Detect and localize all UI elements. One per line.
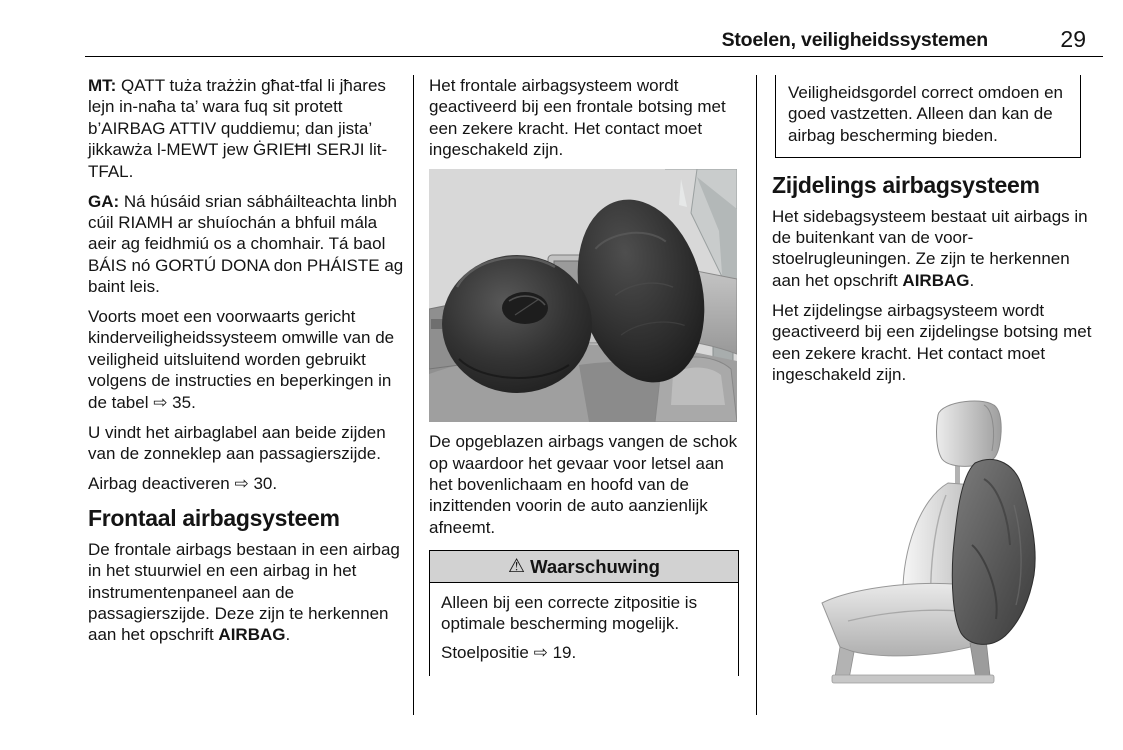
frontal-airbags-illustration — [429, 169, 737, 422]
page-title: Stoelen, veiligheidssystemen — [721, 29, 988, 51]
paragraph-airbaglabel: U vindt het airbaglabel aan beide zijden van de zonneklep aan passagierszijde. — [88, 422, 386, 463]
paragraph-opgeblazen: De opgeblazen airbags vangen de schok op waardoor het gevaar voor letsel aan het bovenlichaam en hoofd van de inzittenden voorin de auto aanzienlijk afneemt. — [429, 432, 738, 537]
warning-box-body — [429, 583, 739, 676]
mt-label: MT: — [88, 76, 117, 95]
paragraph-frontaal: De frontale airbags bestaan in een airbag in het stuurwiel en een airbag in het instrumentenpaneel aan de passagierszijde. Deze zijn te herkennen aan het opschrift AIRBAG. — [88, 539, 400, 645]
header-rule — [85, 56, 1103, 57]
column-3 — [772, 75, 1092, 690]
heading-frontaal-airbagsysteem: Frontaal airbagsysteem — [88, 505, 340, 532]
warning-continuation-text: Veiligheidsgordel correct omdoen en goed vastzetten. Alleen dan kan de airbag bescherming bieden. — [788, 83, 1064, 145]
warning-triangle-icon: ⚠ — [508, 556, 526, 578]
warning-continuation-box — [775, 75, 1081, 158]
paragraph-activering: Het frontale airbagsysteem wordt geactiveerd bij een frontale botsing met een zekere kracht. Het contact moet ingeschakeld zijn. — [429, 76, 726, 160]
warning-box-header — [429, 550, 739, 582]
frontal-airbags-figure — [429, 169, 739, 422]
column-2 — [429, 75, 739, 676]
warning-line-2: Stoelpositie ⇨ 19. — [441, 643, 577, 663]
warning-title: Waarschuwing — [530, 556, 660, 578]
warning-box — [429, 550, 739, 675]
paragraph-sidebag: Het sidebagsysteem bestaat uit airbags in de buitenkant van de voorstoelrugleuningen. Ze zijn te herkennen aan het opschrift AIRBAG. — [772, 206, 1088, 290]
paragraph-mt: MT: QATT tuża trażżin għat-tfal li jħares lejn in-naħa ta’ wara fuq sit protett b’AIRBAG ATTIV quddiemu; dan jista’ jikkawża l-MEWT jew ĠRIEĦI SERJI lit-TFAL. — [88, 76, 388, 181]
paragraph-voorts: Voorts moet een voorwaarts gericht kinderveiligheidssysteem omwille van de veiligheid uitsluitend worden gebruikt volgens de instructies en beperkingen in de tabel ⇨ 35. — [88, 307, 395, 412]
paragraph-deactiveren: Airbag deactiveren ⇨ 30. — [88, 473, 278, 493]
paragraph-zijdelings: Het zijdelingse airbagsysteem wordt geactiveerd bij een zijdelingse botsing met een zekere kracht. Het contact moet ingeschakeld zijn. — [772, 300, 1092, 384]
column-divider-right — [756, 75, 757, 715]
ga-label: GA: — [88, 191, 120, 211]
column-divider-left — [413, 75, 414, 715]
page-number: 29 — [1060, 26, 1086, 52]
column-1 — [88, 75, 404, 654]
heading-zijdelings-airbagsysteem: Zijdelings airbagsysteem — [772, 172, 1040, 199]
warning-line-1: Alleen bij een correcte zitpositie is optimale bescherming mogelijk. — [441, 592, 698, 633]
side-airbag-seat-figure — [788, 395, 1092, 690]
paragraph-ga: GA: Ná húsáid srian sábháilteachta linbh cúil RIAMH ar shuíochán a bhfuil mála aeir ag feidhmiú os a chomhair. Tá baol BÁIS nó GORTÚ DONA don PHÁISTE ag baint leis. — [88, 191, 404, 297]
side-airbag-seat-illustration — [788, 395, 1088, 690]
